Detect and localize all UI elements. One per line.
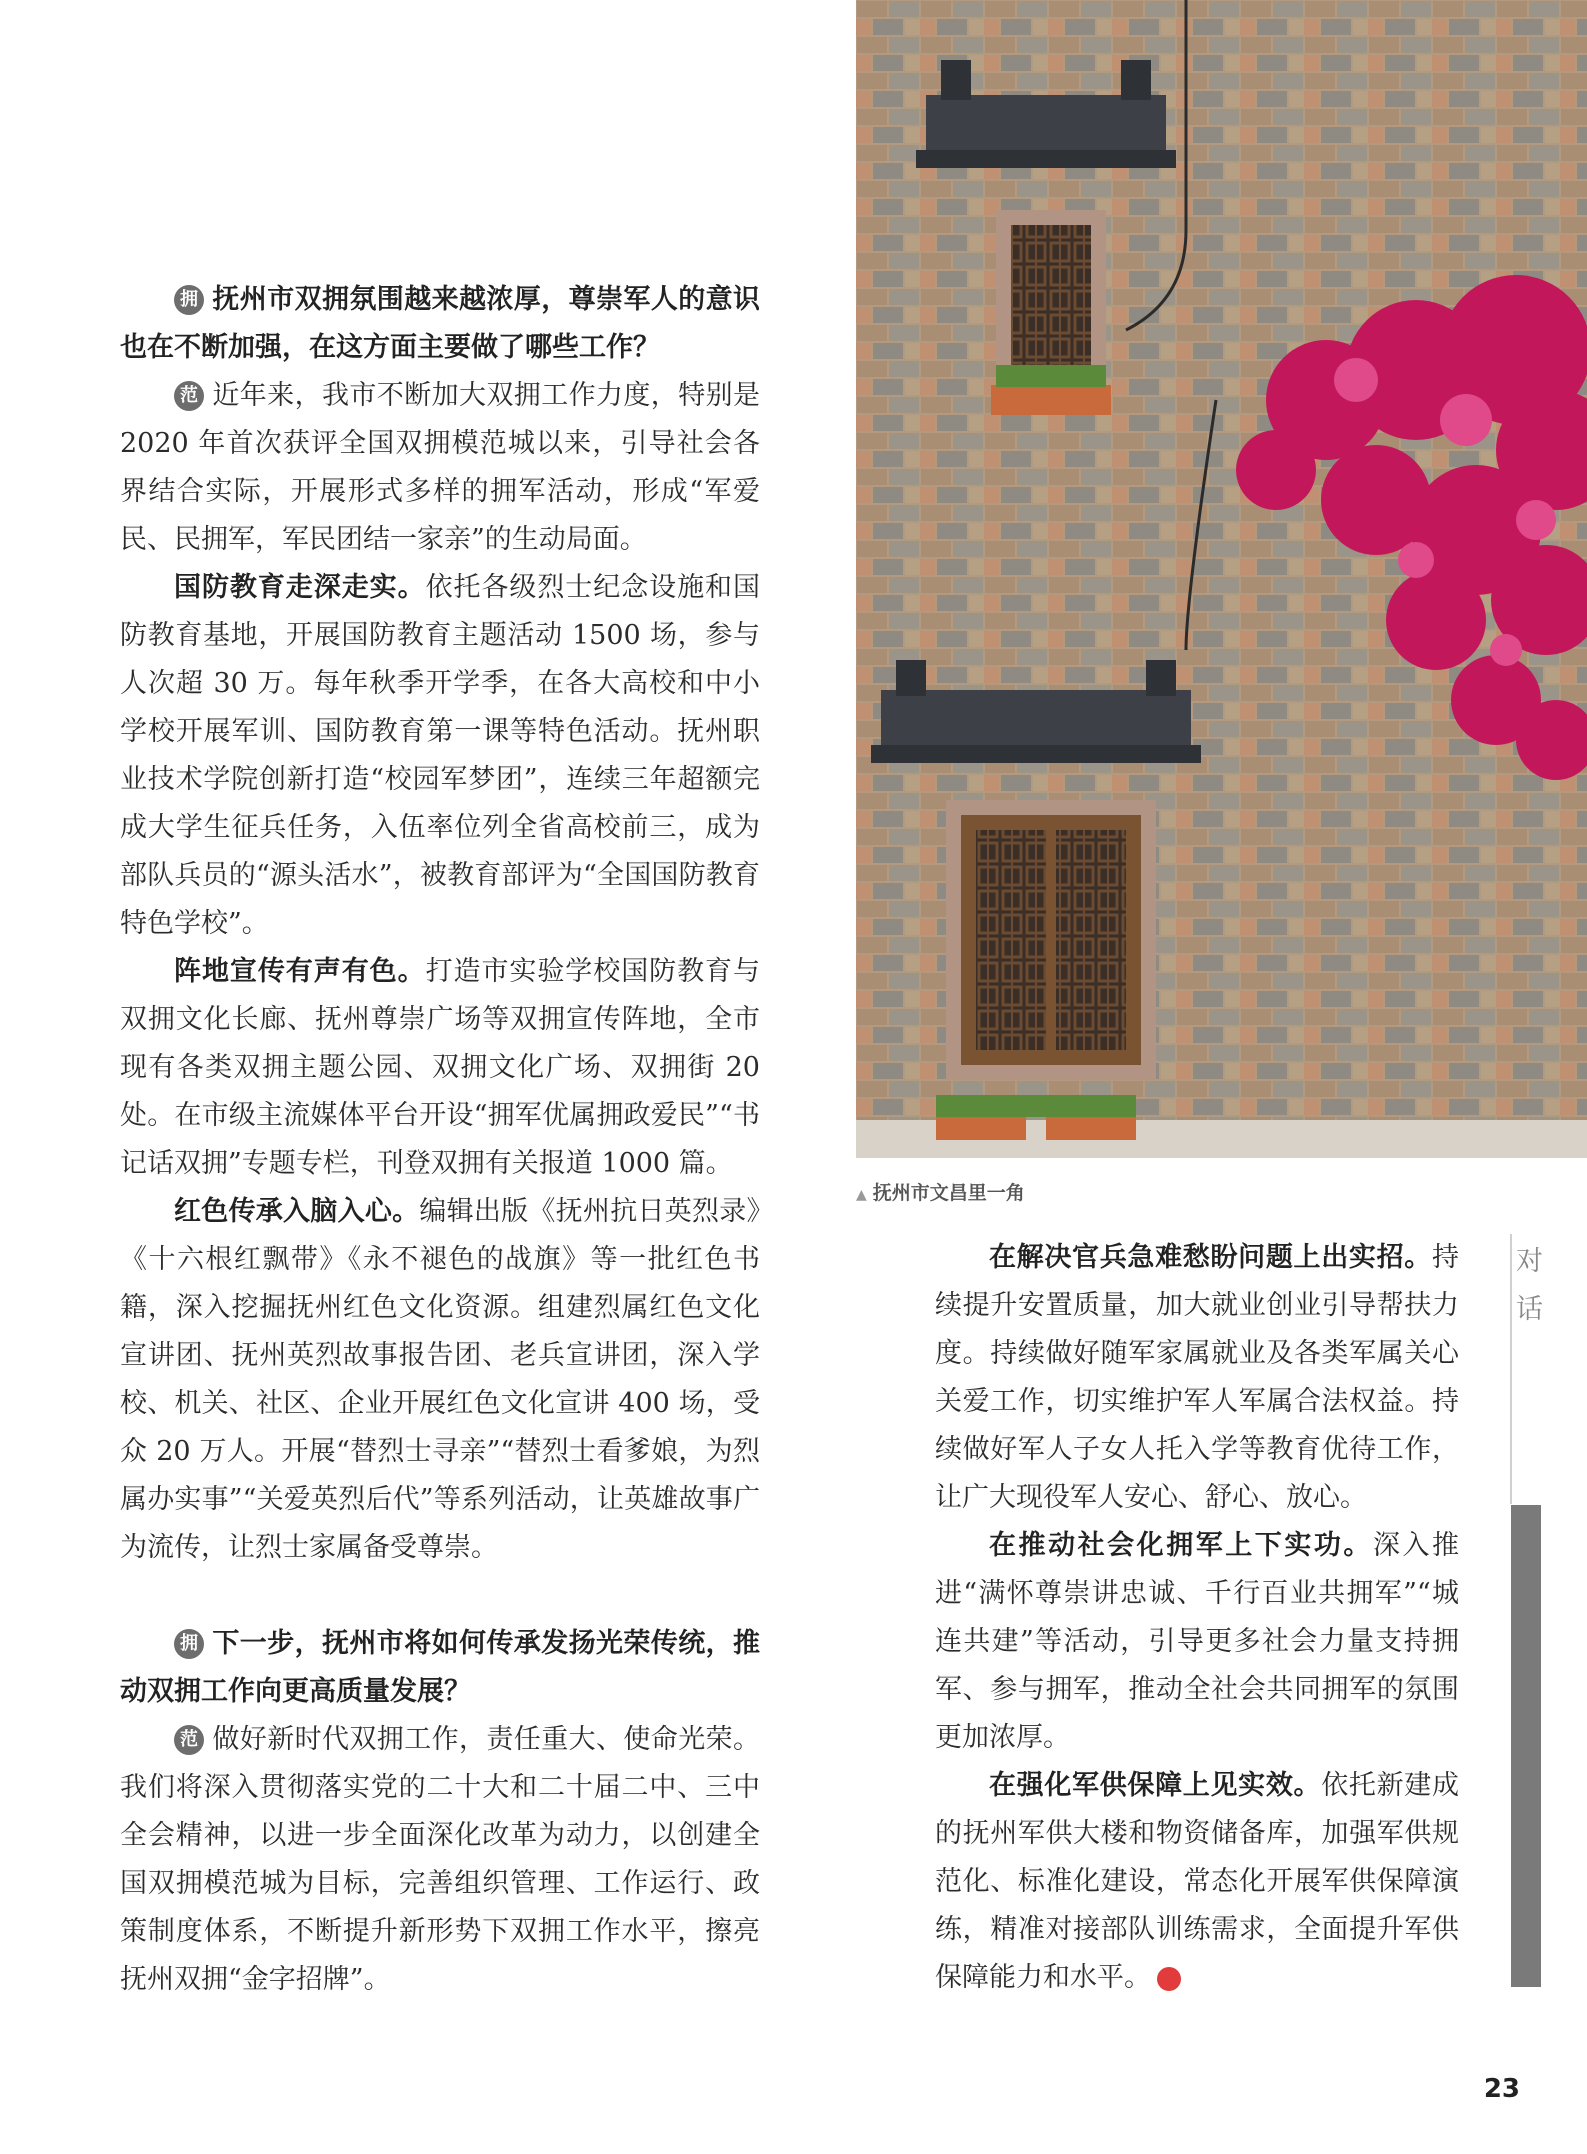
right-column: [935, 1234, 1459, 2002]
left-column: [120, 276, 760, 2004]
paragraph-text: 打造市实验学校国防教育与双拥文化长廊、抚州尊崇广场等双拥宣传阵地，全市现有各类双拥主题公园、双拥文化广场、双拥街 20 处。在市级主流媒体平台开设“拥军优属拥政爱民”“书记话双拥”专题专栏，刊登双拥有关报道 1000 篇。: [120, 956, 761, 1179]
paragraph-red-heritage: [120, 1188, 760, 1572]
paragraph-lead: 在推动社会化拥军上下实功。: [989, 1530, 1373, 1561]
photo-brick-wall-windows: [856, 0, 1587, 1158]
paragraph-text: 依托各级烈士纪念设施和国防教育基地，开展国防教育主题活动 1500 场，参与人次超 30 万。每年秋季开学季，在各大高校和中小学校开展军训、国防教育第一课等特色活动。抚州职业技术学院创新打造“校园军梦团”，连续三年超额完成大学生征兵任务，入伍率位列全省高校前三，成为部队兵员的“源头活水”，被教育部评为“全国国防教育特色学校”。: [120, 572, 761, 939]
paragraph-text: 深入推进“满怀尊崇讲忠诚、千行百业共拥军”“城连共建”等活动，引导更多社会力量支持拥军、参与拥军，推动全社会共同拥军的氛围更加浓厚。: [935, 1530, 1460, 1753]
answer-text: 做好新时代双拥工作，责任重大、使命光荣。我们将深入贯彻落实党的二十大和二十届二中、三中全会精神，以进一步全面深化改革为动力，以创建全国双拥模范城为目标，完善组织管理、工作运行、政策制度体系，不断提升新形势下双拥工作水平，擦亮抚州双拥“金字招牌”。: [120, 1724, 760, 1995]
interviewer-badge: 拥: [174, 285, 204, 315]
page-number: 23: [1483, 2074, 1520, 2104]
section-label: 对话: [1516, 1246, 1543, 1325]
paragraph-defense-education: [120, 564, 760, 948]
answer-text: 近年来，我市不断加大双拥工作力度，特别是2020 年首次获评全国双拥模范城以来，引导社会各界结合实际，开展形式多样的拥军活动，形成“军爱民、民拥军，军民团结一家亲”的生动局面。: [120, 380, 760, 555]
question-text: 抚州市双拥氛围越来越浓厚，尊崇军人的意识也在不断加强，在这方面主要做了哪些工作？: [120, 284, 760, 363]
paragraph-text: 依托新建成的抚州军供大楼和物资储备库，加强军供规范化、标准化建设，常态化开展军供保障演练，精准对接部队训练需求，全面提升军供保障能力和水平。: [935, 1770, 1459, 1993]
paragraph-lead: 在强化军供保障上见实效。: [989, 1770, 1322, 1801]
interviewer-badge: 拥: [174, 1629, 204, 1659]
paragraph-lead: 阵地宣传有声有色。: [174, 956, 426, 987]
end-mark-icon: N: [1157, 1967, 1181, 1991]
answer-2: [120, 1716, 760, 2004]
paragraph-text: 持续提升安置质量，加大就业创业引导帮扶力度。持续做好随军家属就业及各类军属关心关爱工作，切实维护军人军属合法权益。持续做好军人子女人托入学等教育优待工作，让广大现役军人安心、舒心、放心。: [935, 1242, 1459, 1513]
caption-triangle-icon: ▲: [856, 1187, 867, 1203]
paragraph-lead: 国防教育走深走实。: [174, 572, 426, 603]
paragraph-social-support: [935, 1522, 1459, 1762]
paragraph-lead: 红色传承入脑入心。: [174, 1196, 420, 1227]
paragraph-publicity: [120, 948, 760, 1188]
interviewee-badge: 范: [174, 381, 204, 411]
question-2: [120, 1620, 760, 1716]
paragraph-welfare: [935, 1234, 1459, 1522]
question-1: [120, 276, 760, 372]
answer-1: [120, 372, 760, 564]
side-rule: [1510, 1234, 1512, 1504]
photo-caption: ▲ 抚州市文昌里一角: [856, 1182, 1025, 1204]
paragraph-supply: [935, 1762, 1459, 2002]
side-bar: [1511, 1505, 1541, 1987]
paragraph-text: 编辑出版《抚州抗日英烈录》《十六根红飘带》《永不褪色的战旗》等一批红色书籍，深入挖掘抚州红色文化资源。组建烈属红色文化宣讲团、抚州英烈故事报告团、老兵宣讲团，深入学校、机关、社区、企业开展红色文化宣讲 400 场，受众 20 万人。开展“替烈士寻亲”“替烈士看爹娘，为烈属办实事”“关爱英烈后代”等系列活动，让英雄故事广为流传，让烈士家属备受尊崇。: [120, 1196, 761, 1563]
question-text: 下一步，抚州市将如何传承发扬光荣传统，推动双拥工作向更高质量发展？: [120, 1628, 760, 1707]
paragraph-lead: 在解决官兵急难愁盼问题上出实招。: [989, 1242, 1432, 1273]
interviewee-badge: 范: [174, 1725, 204, 1755]
